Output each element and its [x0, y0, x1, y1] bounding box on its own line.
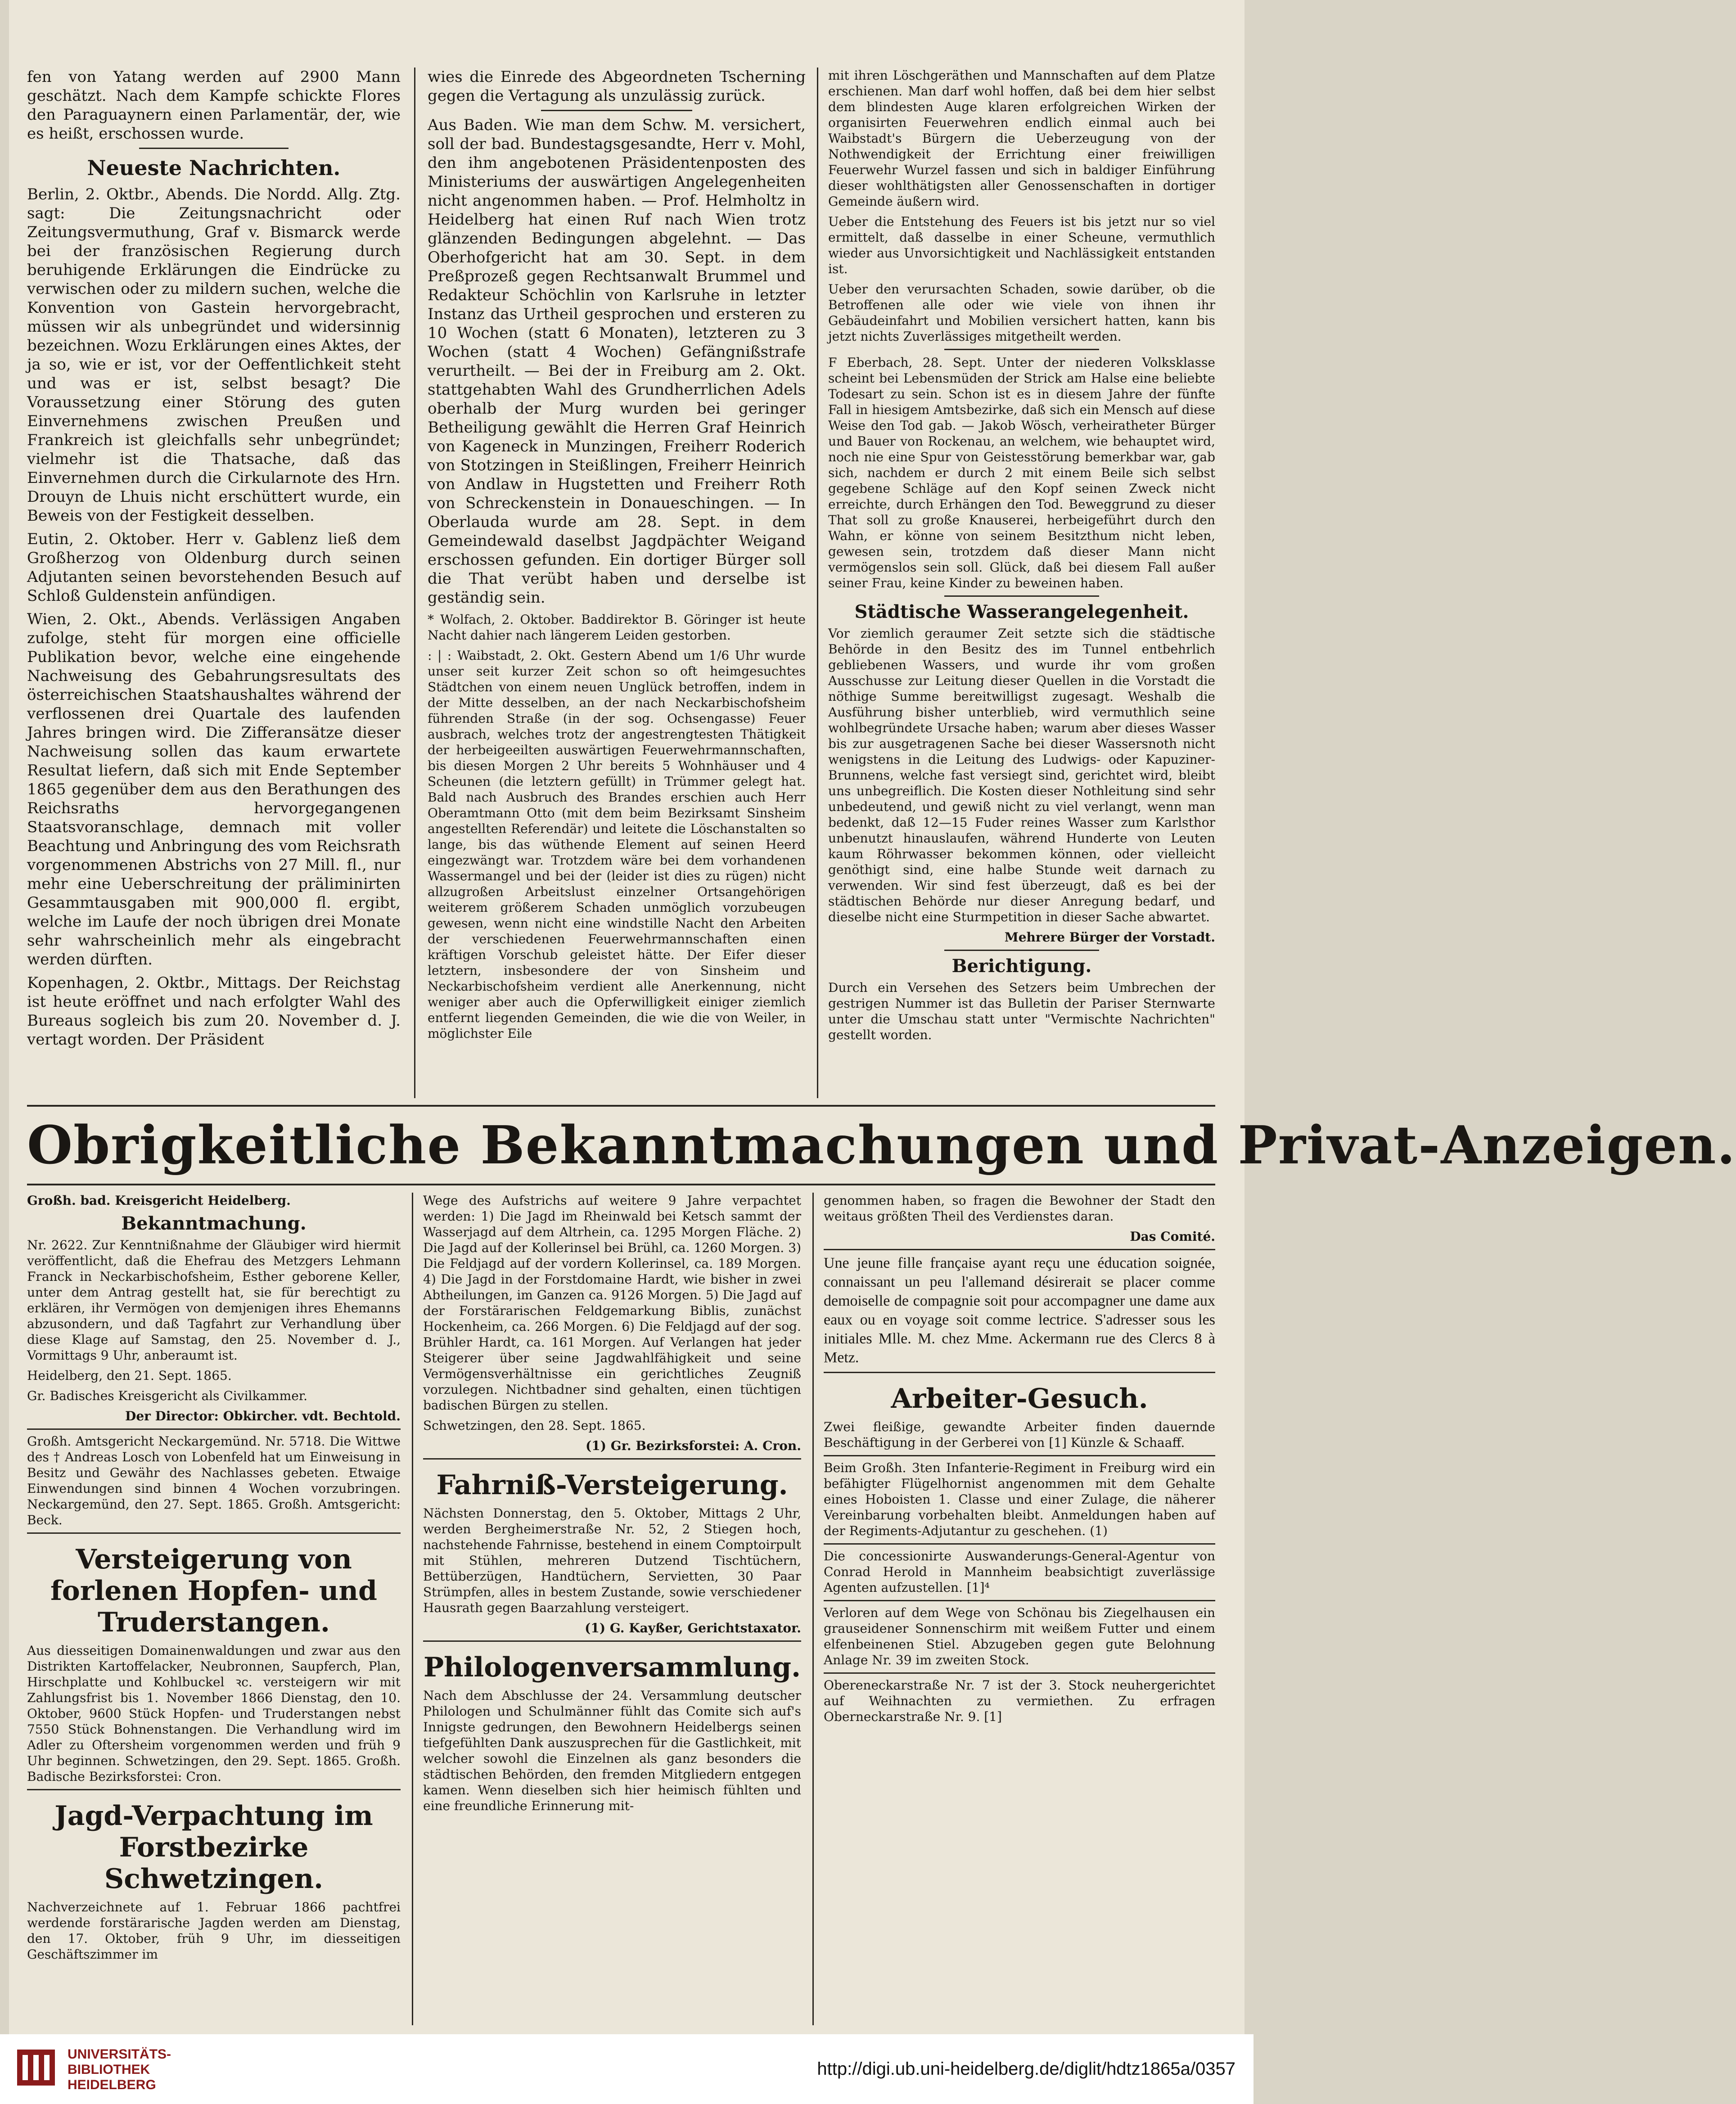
article-wolfach: * Wolfach, 2. Oktober. Baddirektor B. Göringer ist heute Nacht dahier nach längerem Leiden gestorben. [428, 612, 806, 643]
ad-verloren [824, 1600, 1215, 1668]
ad-date: Heidelberg, den 21. Sept. 1865. [27, 1368, 232, 1383]
article-wasser: Vor ziemlich geraumer Zeit setzte sich die städtische Behörde in den Besitz des im Tunnel entbehrlich gebliebenen Wassers, und wurde ihr vom großen Ausschusse zur Leitung dieser Quellen in die Vorstadt die nöthige Summe bereitwilligst zugesagt. Weshalb die Ausführung bisher unterblieb, wird vermuthlich seine wohlbegründete Ursache haben; warum aber dieses Wasser bis zur ausgetragenen Sache bei dieser Wassersnoth nicht wenigstens in die Leitung des Ludwigs- oder Kapuziner-Brunnens, welche fast versiegt sind, gerichtet wird, bleibt uns unbegreiflich. Die Kosten dieser Nothleitung sind sehr unbedeutend, und gewiß nicht zu viel verlangt, wenn man bedenkt, daß 12—15 Fuder reines Wasser zum Karlsthor unbenutzt hinauslaufen, während Hunderte von Leuten kaum Röhrwasser bekommen können, oder vielleicht genöthigt sind, eine halbe Stunde weit darnach zu verwenden. Wir sind fest überzeugt, daß es bei der städtischen Behörde nur dieser Anregung bedarf, und dieselbe nicht eine Sturmpetition in dieser Sache abwartet. [828, 626, 1215, 924]
source-url[interactable]: http://digi.ub.uni-heidelberg.de/diglit/hdtz1865a/0357 [817, 2059, 1235, 2079]
ad-text: Nachverzeichnete auf 1. Februar 1866 pachtfrei werdende forstärarische Jagden werden am Dienstag, den 17. Oktober, früh 9 Uhr, im diesseitigen Geschäftszimmer im [27, 1900, 401, 1962]
ad-text: Obereneckarstraße Nr. 7 ist der 3. Stock neuhergerichtet auf Weihnachten zu vermiethen. Zu erfragen Oberneckarstraße Nr. 9. [1] [824, 1678, 1215, 1724]
article-kopenhagen: Kopenhagen, 2. Oktbr., Mittags. Der Reichstag ist heute eröffnet und nach erfolgter Wahl des Bureaus sogleich bis zum 20. November d. J. vertagt worden. Der Präsident [27, 974, 401, 1049]
ad-arbeiter [824, 1372, 1215, 1451]
article-text: fen von Yatang werden auf 2900 Mann geschätzt. Nach dem Kampfe schickte Flores den Paraguaynern einen Parlamentär, der, wie es heißt, erschossen wurde. [27, 68, 401, 143]
article-text: Ueber den verursachten Schaden, sowie darüber, ob die Betroffenen alle oder wie viele von ihnen ihr Gebäudeinfahrt und Mobilien versichert hatten, kann bis jetzt nichts Zuverlässiges mitgetheilt werden. [828, 282, 1215, 344]
library-name-line: BIBLIOTHEK [68, 2062, 150, 2077]
column-3 [828, 68, 1215, 1098]
ad-wohnung [824, 1672, 1215, 1725]
divider [944, 349, 1099, 350]
ads-column-2 [423, 1193, 801, 2025]
column-divider [812, 1193, 814, 2025]
library-name-line: HEIDELBERG [68, 2077, 156, 2092]
column-divider [412, 1193, 413, 2025]
column-divider [414, 68, 415, 1098]
ad-heading: Philologenversammlung. [423, 1652, 801, 1683]
section-heading: Neueste Nachrichten. [87, 156, 341, 180]
signature: Mehrere Bürger der Vorstadt. [1004, 930, 1215, 945]
divider [944, 595, 1099, 597]
library-name [68, 2047, 171, 2093]
article-baden: Aus Baden. Wie man dem Schw. M. versichert, soll der bad. Bundestagsgesandte, Herr v. Mohl, den ihm angebotenen Präsidentenposten des Ministeriums der auswärtigen Angelegenheiten nicht angenommen haben. — Prof. Helmholtz in Heidelberg hat einen Ruf nach Wien trotz glänzenden Bedingungen abgelehnt. — Das Oberhofgericht hat am 30. Sept. in dem Preßprozeß gegen Rechtsanwalt Brummel und Redakteur Schöchlin von Karlsruhe in letzter Instanz das Urtheil gesprochen und ersteren zu 10 Wochen (statt 6 Monaten), letzteren zu 3 Wochen (statt 4 Wochen) Gefängnißstrafe verurtheilt. — Bei der in Freiburg am 2. Okt. stattgehabten Wahl des Grundherrlichen Adels oberhalb der Murg wurden bei geringer Betheiligung gewählt die Herren Graf Heinrich von Kageneck in Munzingen, Freiherr Roderich von Stotzingen in Steißlingen, Freiherr Heinrich von Andlaw in Hugstetten und Freiherr Roth von Schreckenstein in Donaueschingen. — In Oberlauda wurde am 28. Sept. in dem Gemeindewald daselbst Jagdpächter Weigand erschossen gefunden. Ein dortiger Bürger soll die That verübt haben und derselbe ist geständig sein. [428, 116, 806, 607]
library-name-line: UNIVERSITÄTS- [68, 2047, 171, 2062]
ad-french [824, 1249, 1215, 1367]
section-rule [27, 1184, 1215, 1185]
section-heading: Städtische Wasserangelegenheit. [854, 601, 1189, 622]
ad-signature: Gr. Badisches Kreisgericht als Civilkammer. [27, 1388, 308, 1403]
article-text: wies die Einrede des Abgeordneten Tscherning gegen die Vertagung als unzulässig zurück. [428, 68, 806, 105]
ad-signature: Der Director: Obkircher. vdt. Bechtold. [125, 1409, 401, 1424]
ad-hopfen [27, 1532, 401, 1784]
divider [139, 148, 289, 149]
ad-text: Aus diesseitigen Domainenwaldungen und zwar aus den Distrikten Kartoffelacker, Neubronnen, Saupferch, Plan, Hirschplatte und Kohlbuckel ꝛc. versteigern wir mit Zahlungsfrist bis 1. November 1866 Dienstag, den 10. Oktober, 9600 Stück Hopfen- und Truderstangen nebst 7550 Stück Bohnenstangen. Die Verhandlung wird im Adler zu Oftersheim vorgenommen werden und früh 9 Uhr beginnen. Schwetzingen, den 29. Sept. 1865. Großh. Badische Bezirksforstei: Cron. [27, 1643, 401, 1784]
article-berlin: Berlin, 2. Oktbr., Abends. Die Nordd. Allg. Ztg. sagt: Die Zeitungsnachricht oder Zeitungsvermuthung, Graf v. Bismarck werde bei der französischen Regierung durch beruhigende Erklärungen die Eindrücke zu verwischen oder zu mildern suchen, welche die Konvention von Gastein hervorgebracht, müssen wir als unbegründet und widersinnig bezeichnen. Wozu Erklärungen eines Aktes, der ja so, wie er ist, vor der Oeffentlichkeit steht und was er ist, selbst besagt? Die Voraussetzung einer Störung des guten Einvernehmens zwischen Preußen und Frankreich ist gleichfalls sehr unbegründet; vielmehr ist die Thatsache, daß das Einvernehmen durch die Cirkularnote des Hrn. Drouyn de Lhuis nicht erschüttert wurde, ein Beweis von der Festigkeit desselben. [27, 185, 401, 525]
article-eutin: Eutin, 2. Oktober. Herr v. Gablenz ließ dem Großherzog von Oldenburg durch seinen Adjutanten seinen bevorstehenden Besuch auf Schloß Guldenstein anfündigen. [27, 530, 401, 605]
article-waibstadt: : | : Waibstadt, 2. Okt. Gestern Abend um 1/6 Uhr wurde unser seit kurzer Zeit schon so oft heimgesuchtes Städtchen von einem neuen Unglück betroffen, indem in der Mitte desselben, an der nach Neckarbischofsheim führenden Straße (in der sog. Ochsengasse) Feuer ausbrach, welches trotz der angestrengtesten Thätigkeit der herbeigeeilten auswärtigen Feuerwehrmannschaften, bis diesen Morgen 2 Uhr bereits 5 Wohnhäuser und 4 Scheunen (die letztern gefüllt) in Trümmer gelegt hat. Bald nach Ausbruch des Brandes erschien auch Herr Oberamtmann Otto (mit dem beim Bezirksamt Sinsheim angestellten Referendär) und leitete die Löschanstalten so lange, bis das wüthende Element auf seinen Heerd eingezwängt war. Trotzdem wäre bei dem vorhandenen Wassermangel und bei der (leider ist dies zu rügen) nicht allzugroßen Arbeitslust einzelner Ortsangehörigen weiterem größerem Schaden unmöglich vorzubeugen gewesen, wenn nicht eine windstille Nacht den Arbeiten der verschiedenen Feuerwehrmannschaften einen kräftigen Vorschub geleistet hätte. Der Eifer dieser letztern, insbesondere der von Sinsheim und Neckarbischofsheim verdient alle Anerkennung, nicht weniger aber auch die Opferwilligkeit einiger ziemlich entfernt liegenden Gemeinden, die wie die von Weiler, in möglichster Eile [428, 648, 806, 1041]
ad-signature: (1) G. Kayßer, Gerichtstaxator. [585, 1621, 801, 1635]
column-divider [817, 68, 818, 1098]
ad-text: Verloren auf dem Wege von Schönau bis Ziegelhausen ein grauseidener Sonnenschirm mit weißem Futter und einem elfenbeinenen Stiel. Abzugeben gegen gute Belohnung Anlage Nr. 39 im zweiten Stock. [824, 1605, 1215, 1667]
footer-bar [0, 2034, 1254, 2104]
ad-signature: (1) Gr. Bezirksforstei: A. Cron. [586, 1438, 801, 1453]
ad-fahrniss [423, 1458, 801, 1636]
ad-text: Großh. Amtsgericht Neckargemünd. Nr. 5718. Die Wittwe des † Andreas Losch von Lobenfeld hat um Einweisung in Besitz und Gewähr des Nachlasses gebeten. Etwaige Einwendungen sind binnen 4 Wochen vorzubringen. Neckargemünd, den 27. Sept. 1865. Großh. Amtsgericht: Beck. [27, 1434, 401, 1527]
section-heading: Berichtigung. [951, 955, 1092, 977]
announcements-banner: Obrigkeitliche Bekanntmachungen und Privat-Anzeigen. [27, 1115, 1736, 1176]
ad-text: Nächsten Donnerstag, den 5. Oktober, Mittags 2 Uhr, werden Bergheimerstraße Nr. 52, 2 Stiegen hoch, nachstehende Fahrnisse, bestehend in einem Comptoirpult mit Stühlen, mehreren Dutzend Tischtüchern, Bettüberzügen, Handtüchern, Servietten, 30 Paar Strümpfen, alles in bestem Zustande, sowie verschiedener Hausrath gegen Baarzahlung versteigert. [423, 1506, 801, 1615]
ad-text: Beim Großh. 3ten Infanterie-Regiment in Freiburg wird ein befähigter Flügelhornist angenommen mit dem Gehalte eines Hoboisten 1. Classe und einer Zulage, die näherer Vereinbarung vorbehalten bleibt. Anmeldungen haben auf der Regiments-Adjutantur zu geschehen. (1) [824, 1460, 1215, 1538]
ads-column-1 [27, 1193, 401, 2025]
article-berichtigung: Durch ein Versehen des Setzers beim Umbrechen der gestrigen Nummer ist das Bulletin der Pariser Sternwarte unter die Umschau statt unter "Vermischte Nachrichten" gestellt worden. [828, 980, 1215, 1042]
ad-heading: Fahrniß-Versteigerung. [436, 1469, 788, 1501]
ad-text: Une jeune fille française ayant reçu une éducation soignée, connaissant un peu l'allemand désirerait se placer comme demoiselle de compagnie soit pour accompagner une dame aux eaux ou en voyage soit comme lectrice. S'adresser sous les initiales Mlle. M. chez Mme. Ackermann rue des Clercs 8 à Metz. [824, 1255, 1215, 1366]
ad-text: genommen haben, so fragen die Bewohner der Stadt den weitaus größten Theil des Verdienstes daran. [824, 1193, 1215, 1224]
ad-text: Die concessionirte Auswanderungs-General-Agentur von Conrad Herold in Mannheim beabsichtigt zuverlässige Agenten aufzustellen. [1]⁴ [824, 1549, 1215, 1595]
ad-signature: Das Comité. [1130, 1229, 1215, 1244]
ad-regiment [824, 1455, 1215, 1539]
ad-heading: Jagd-Verpachtung im Forstbezirke Schwetzingen. [54, 1800, 373, 1895]
ad-philologen [423, 1640, 801, 1814]
court-name: Großh. bad. Kreisgericht Heidelberg. [27, 1193, 291, 1208]
article-text: Ueber die Entstehung des Feuers ist bis jetzt nur so viel ermittelt, daß dasselbe in einer Scheune, vermuthlich wieder aus Unvorsichtigkeit und Nachlässigkeit entstanden ist. [828, 214, 1215, 276]
divider [541, 110, 692, 111]
article-wien: Wien, 2. Okt., Abends. Verlässigen Angaben zufolge, steht für morgen eine officielle Publikation bevor, welche eine eingehende Nachweisung des Gebahrungsresultats des österreichischen Staatshaushaltes während der verflossenen drei Quartale des laufenden Jahres bringen wird. Die Zifferansätze dieser Nachweisung sollen das kaum erwartete Resultat liefern, daß sich mit Ende September 1865 gegenüber dem aus den Berathungen des Reichsraths hervorgegangenen Staatsvoranschlage, demnach mit voller Beachtung und Anbringung des vom Reichsrath vorgenommenen Abstrichs von 27 Mill. fl., nur mehr eine Ueberschreitung der präliminirten Gesammtausgaben mit 900,000 fl. ergibt, welche im Laufe der noch übrigen drei Monate sehr wahrscheinlich mehr als eingebracht werden dürften. [27, 610, 401, 969]
ad-heading: Versteigerung von forlenen Hopfen- und Truderstangen. [50, 1544, 377, 1638]
article-eberbach: F Eberbach, 28. Sept. Unter der niederen Volksklasse scheint bei Lebensmüden der Strick am Halse eine beliebte Todesart zu sein. Schon ist es in diesem Jahre der fünfte Fall in hiesigem Amtsbezirke, daß sich ein Mensch auf diese Weise den Tod gab. — Jakob Wösch, verheiratheter Bürger und Bauer von Rockenau, an welchem, wie behauptet wird, noch nie eine Spur von Geistesstörung bemerkbar war, gab sich, nachdem er durch 2 mit einem Beile sich selbst gegebene Schläge auf den Kopf seinen Zweck nicht erreichte, durch Erhängen den Tod. Beweggrund zu dieser That soll zu große Knauserei, herbeigeführt durch den Wahn, er könne von seinem Besitzthum nicht leben, gewesen sein, trotzdem daß dieser Mann nicht vermögenslos sein soll. Glück, daß bei diesem Fall außer seiner Frau, keine Kinder zu beweinen haben. [828, 355, 1215, 590]
ad-heading: Bekanntmachung. [121, 1213, 307, 1234]
ad-auswanderung [824, 1543, 1215, 1595]
ad-heading: Arbeiter-Gesuch. [891, 1383, 1148, 1415]
ads-column-3 [824, 1193, 1215, 2025]
column-2 [428, 68, 806, 1098]
ad-text: Zwei fleißige, gewandte Arbeiter finden dauernde Beschäftigung in der Gerberei von [1] Künzle & Schaaff. [824, 1419, 1215, 1450]
column-1 [27, 68, 401, 1098]
section-rule [27, 1105, 1215, 1107]
ad-amtsgericht [27, 1428, 401, 1528]
ad-text: Nr. 2622. Zur Kenntnißnahme der Gläubiger wird hiermit veröffentlicht, daß die Ehefrau des Metzgers Lehmann Franck in Neckarbischofsheim, Esther geborene Keller, unter dem Antrag gestellt hat, sie für berechtigt zu erklären, ihr Vermögen von demjenigen ihres Ehemanns abzusondern, und daß Tagfahrt zur Verhandlung über diese Klage auf Samstag, den 25. November d. J., Vormittags 9 Uhr, anberaumt ist. [27, 1238, 401, 1363]
ad-date: Schwetzingen, den 28. Sept. 1865. [423, 1418, 646, 1433]
library-logo-icon [14, 2045, 59, 2090]
ad-jagd [27, 1789, 401, 1962]
article-text: mit ihren Löschgeräthen und Mannschaften auf dem Platze erschienen. Man darf wohl hoffen, daß bei dem hier selbst dem blindesten Auge klaren erfolgreichen Wirken der organisirten Feuerwehren endlich einmal auch bei Waibstadt's Bürgern die Ueberzeugung von der Nothwendigkeit der Errichtung einer freiwilligen Feuerwehr Wurzel fassen und sich in baldiger Einführung dieser wohlthätigsten aller Genossenschaften in dortiger Gemeinde äußern wird. [828, 68, 1215, 209]
divider [944, 950, 1099, 951]
ad-text: Nach dem Abschlusse der 24. Versammlung deutscher Philologen und Schulmänner fühlt das Comite sich auf's Innigste gedrungen, den Bewohnern Heidelbergs seinen tiefgefühlten Dank auszusprechen für die Gastlichkeit, mit welcher sowohl die Einzelnen als ganz besonders die städtischen Behörden, den fremden Mitgliedern entgegen kamen. Wenn dieselben sich hier heimisch fühlten und eine freundliche Erinnerung mit- [423, 1688, 801, 1813]
ad-text: Wege des Aufstrichs auf weitere 9 Jahre verpachtet werden: 1) Die Jagd im Rheinwald bei Ketsch sammt der Wasserjagd auf dem Altrhein, ca. 1295 Morgen Fläche. 2) Die Jagd auf der Kollerinsel bei Brühl, ca. 1260 Morgen. 3) Die Feldjagd auf der vordern Kollerinsel, ca. 189 Morgen. 4) Die Jagd in der Forstdomaine Hardt, wie bisher in zwei Abtheilungen, im Ganzen ca. 9126 Morgen. 5) Die Jagd auf der Forstärarischen Feldgemarkung Biblis, zunächst Hockenheim, ca. 266 Morgen. 6) Die Feldjagd auf der sog. Brühler Hardt, ca. 161 Morgen. Auf Verlangen hat jeder Steigerer über seine Jagdwahlfähigkeit und seine Vermögensverhältnisse ein gerichtliches Zeugniß vorzulegen. Nichtbadner sind gehalten, einen tüchtigen badischen Bürgen zu stellen. [423, 1193, 801, 1413]
